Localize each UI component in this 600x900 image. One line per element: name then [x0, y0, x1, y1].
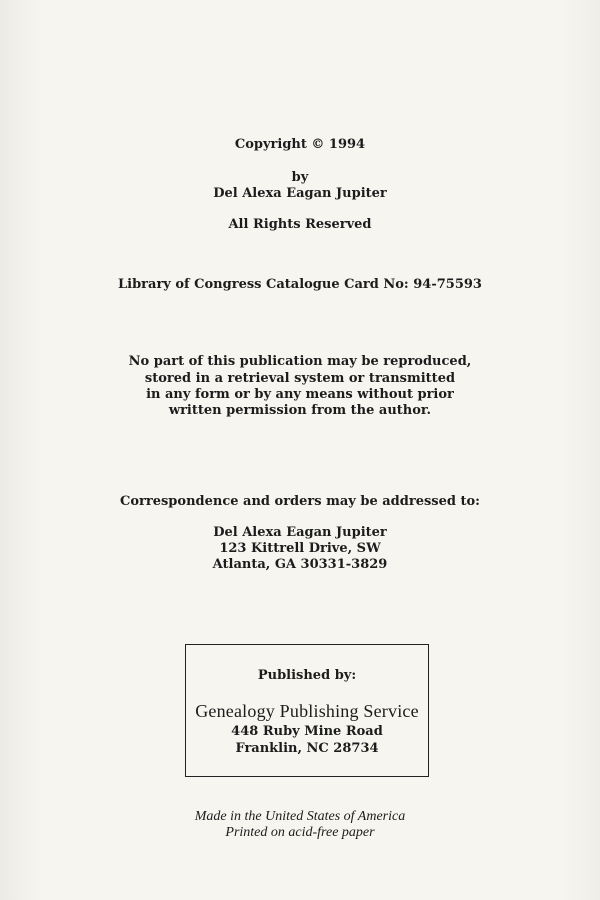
correspondence-name: Del Alexa Eagan Jupiter [213, 525, 387, 540]
notice-line-1: No part of this publication may be reproduced, [128, 354, 472, 369]
correspondence-city: Atlanta, GA 30331-3829 [212, 557, 388, 572]
publisher-street: 448 Ruby Mine Road [231, 724, 383, 739]
correspondence-street: 123 Kittrell Drive, SW [219, 541, 381, 556]
by-line: by [291, 170, 309, 185]
acid-free-line: Printed on acid-free paper [225, 825, 375, 840]
library-card-number: Library of Congress Catalogue Card No: 94-75593 [118, 277, 482, 292]
publisher-box [185, 644, 429, 777]
author-name: Del Alexa Eagan Jupiter [213, 186, 387, 201]
publisher-city: Franklin, NC 28734 [235, 741, 379, 756]
publisher-name: Genealogy Publishing Service [195, 701, 419, 721]
correspondence-heading: Correspondence and orders may be addressed to: [120, 494, 480, 509]
notice-line-3: in any form or by any means without prior [146, 387, 454, 402]
published-by-label: Published by: [257, 668, 357, 683]
notice-line-4: written permission from the author. [168, 403, 432, 418]
notice-line-2: stored in a retrieval system or transmitted [144, 371, 456, 386]
copyright-line: Copyright © 1994 [234, 137, 366, 152]
made-in-line: Made in the United States of America [194, 809, 406, 824]
rights-line: All Rights Reserved [228, 217, 372, 232]
